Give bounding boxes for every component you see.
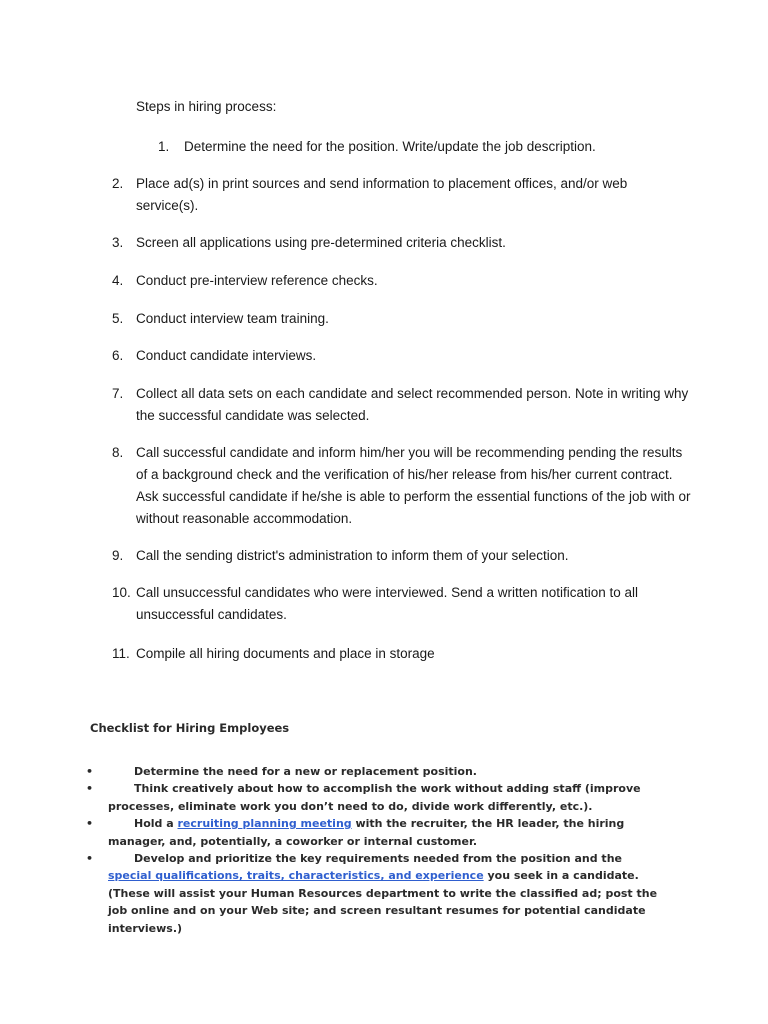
bullet-icon: • xyxy=(86,817,94,831)
steps-intro: Steps in hiring process: xyxy=(136,99,277,114)
checklist-item xyxy=(0,850,668,937)
checklist-item-text: Think creatively about how to accomplish the work without adding staff (improve processes, eliminate work you don’t need to do, divide work differently, etc.). xyxy=(108,782,641,813)
step-text: Conduct interview team training. xyxy=(136,311,329,326)
step-item xyxy=(112,545,692,567)
step-number: 2. xyxy=(112,176,124,191)
step-item xyxy=(112,232,692,254)
step-text: Determine the need for the position. Write/update the job description. xyxy=(184,139,596,154)
bullet-icon: • xyxy=(86,852,94,866)
recruiting-planning-meeting-link[interactable]: recruiting planning meeting xyxy=(177,817,352,831)
special-qualifications-link[interactable]: special qualifications, traits, characteristics, and experience xyxy=(108,869,484,883)
step-number: 10. xyxy=(112,585,131,600)
step-number: 4. xyxy=(112,273,124,288)
step-number: 7. xyxy=(112,386,124,401)
step-item xyxy=(112,270,692,292)
step-text: Place ad(s) in print sources and send information to placement offices, and/or web service(s). xyxy=(136,176,628,213)
checklist-item-text: with the recruiter, the HR leader, the hiring manager, and, potentially, a coworker or internal customer. xyxy=(108,817,625,848)
step-text: Compile all hiring documents and place in storage xyxy=(136,646,435,661)
step-text: Call unsuccessful candidates who were interviewed. Send a written notification to all unsuccessful candidates. xyxy=(136,585,639,622)
step-item xyxy=(112,308,692,330)
step-item xyxy=(112,173,692,217)
checklist-item xyxy=(0,763,668,780)
step-text: Collect all data sets on each candidate and select recommended person. Note in writing why the successful candidate was selected. xyxy=(136,386,689,423)
step-number: 9. xyxy=(112,548,124,563)
bullet-icon: • xyxy=(86,782,94,796)
step-number: 1. xyxy=(158,139,170,154)
checklist-list xyxy=(0,763,768,937)
step-text: Screen all applications using pre-determined criteria checklist. xyxy=(136,235,506,250)
step-text: Conduct candidate interviews. xyxy=(136,348,317,363)
step-number: 11. xyxy=(112,646,130,661)
checklist-title: Checklist for Hiring Employees xyxy=(90,721,290,735)
step-text: Conduct pre-interview reference checks. xyxy=(136,273,378,288)
step-text: Call the sending district's administration to inform them of your selection. xyxy=(136,548,569,563)
step-number: 5. xyxy=(112,311,124,326)
checklist-item xyxy=(0,815,668,850)
checklist-item xyxy=(0,780,668,815)
step-number: 6. xyxy=(112,348,124,363)
step-number: 8. xyxy=(112,445,124,460)
checklist-item-text: you seek in a candidate. (These will assist your Human Resources department to write the classified ad; post the job online and on your Web site; and screen resultant resumes for potential candidate interviews.) xyxy=(108,869,658,935)
step-item xyxy=(112,383,692,427)
checklist-item-text: Determine the need for a new or replacement position. xyxy=(134,765,477,778)
step-item xyxy=(112,582,692,626)
bullet-icon: • xyxy=(86,765,94,778)
step-text: Call successful candidate and inform him/her you will be recommending pending the results of a background check and the verification of his/her release from his/her current contract. Ask successful candidate if he/she is able to perform the essential functions of the job with or without reasonable accommodation. xyxy=(136,445,691,526)
step-number: 3. xyxy=(112,235,124,250)
checklist-item-text: Hold a xyxy=(134,817,178,831)
checklist-item-text: Develop and prioritize the key requirements needed from the position and the xyxy=(134,852,622,866)
step-item xyxy=(112,643,692,665)
step-item xyxy=(112,442,692,530)
step-item xyxy=(112,136,692,158)
step-item xyxy=(112,345,692,367)
